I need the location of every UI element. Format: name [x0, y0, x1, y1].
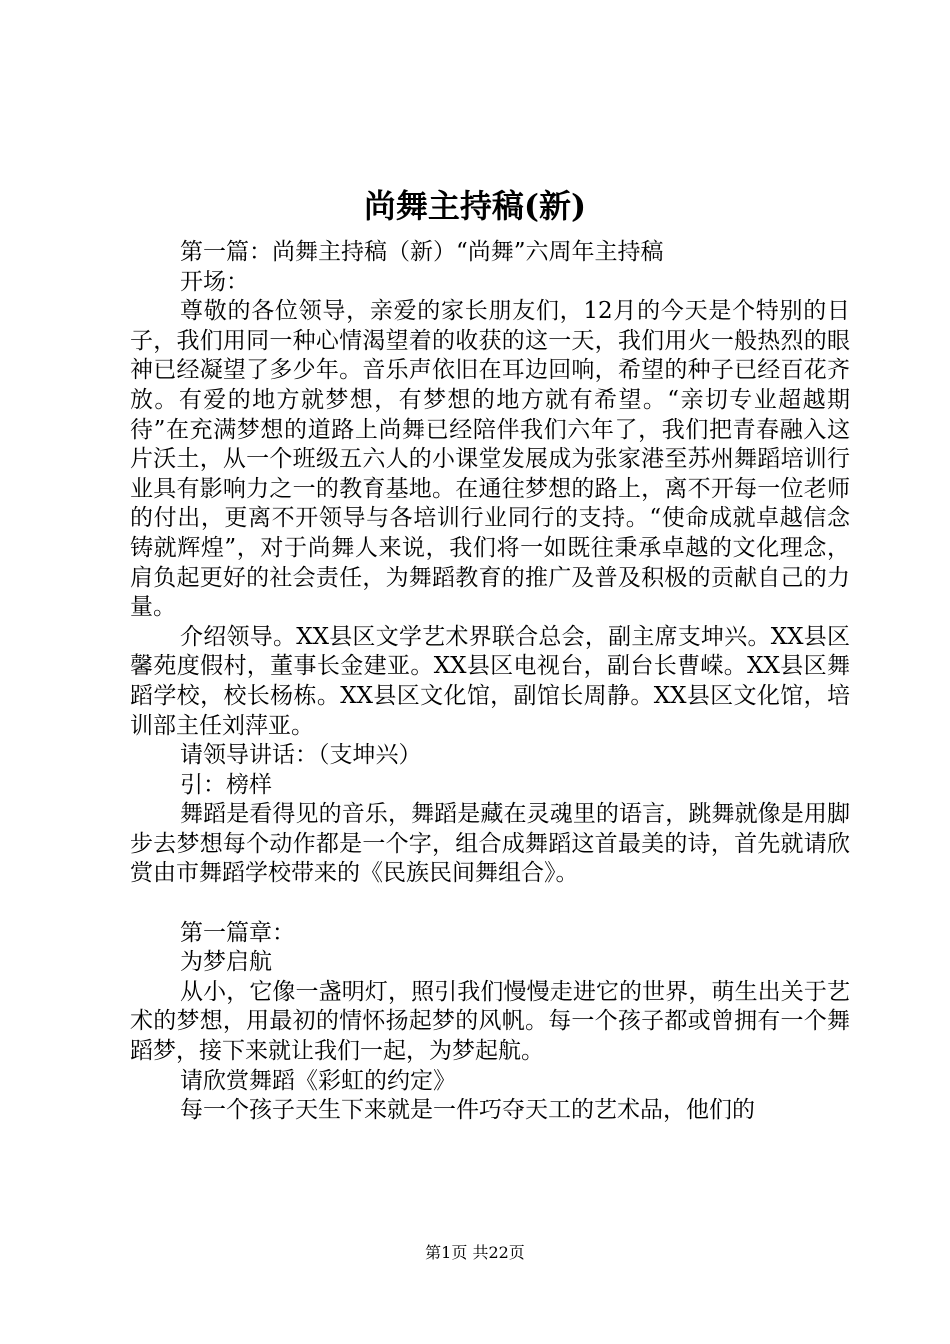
- dance-intro-paragraph: 舞蹈是看得见的音乐，舞蹈是藏在灵魂里的语言，跳舞就像是用脚步去梦想每个动作都是一个字，组合成舞蹈这首最美的诗，首先就请欣赏由市舞蹈学校带来的《民族民间舞组合》。: [130, 801, 850, 887]
- closing-paragraph-fragment: 每一个孩子天生下来就是一件巧夺天工的艺术品，他们的: [180, 1097, 755, 1124]
- performance-announcement: 请欣赏舞蹈《彩虹的约定》: [180, 1067, 456, 1094]
- leaders-introduction-paragraph: 介绍领导。XX县区文学艺术界联合总会，副主席支坤兴。XX县区馨苑度假村，董事长金建亚。XX县区电视台，副台长曹嵘。XX县区舞蹈学校，校长杨栋。XX县区文化馆，副馆长周静。XX县区文化馆，培训部主任刘萍亚。: [130, 623, 850, 739]
- leader-speech-line: 请领导讲话：（支坤兴）: [180, 742, 422, 769]
- chapter-one-title: 为梦启航: [180, 949, 272, 976]
- page-footer: 第1页 共22页: [425, 1243, 525, 1262]
- document-body: [130, 238, 850, 1126]
- chapter-heading: 第一篇：尚舞主持稿（新）“尚舞”六周年主持稿: [180, 239, 664, 265]
- chapter-one-label: 第一篇章：: [180, 919, 295, 946]
- lead-in-line: 引：榜样: [180, 771, 272, 798]
- chapter-one-paragraph: 从小，它像一盏明灯，照引我们慢慢走进它的世界，萌生出关于艺术的梦想，用最初的情怀扬起梦的风帆。每一个孩子都或曾拥有一个舞蹈梦，接下来就让我们一起，为梦起航。: [130, 978, 850, 1065]
- section-label-opening: 开场：: [180, 268, 249, 295]
- document-title: 尚舞主持稿(新): [363, 187, 587, 225]
- opening-paragraph: 尊敬的各位领导，亲爱的家长朋友们，12月的今天是个特别的日子，我们用同一种心情渴望着的收获的这一天，我们用火一般热烈的眼神已经凝望了多少年。音乐声依旧在耳边回响，希望的种子已经百花齐放。有爱的地方就梦想，有梦想的地方就有希望。“亲切专业超越期待”在充满梦想的道路上尚舞已经陪伴我们六年了，我们把青春融入这片沃土，从一个班级五六人的小课堂发展成为张家港至苏州舞蹈培训行业具有影响力之一的教育基地。在通往梦想的路上，离不开每一位老师的付出，更离不开领导与各培训行业同行的支持。“使命成就卓越信念铸就辉煌”，对于尚舞人来说，我们将一如既往秉承卓越的文化理念，肩负起更好的社会责任，为舞蹈教育的推广及普及积极的贡献自己的力量。: [130, 298, 850, 621]
- blank-line: [130, 889, 850, 919]
